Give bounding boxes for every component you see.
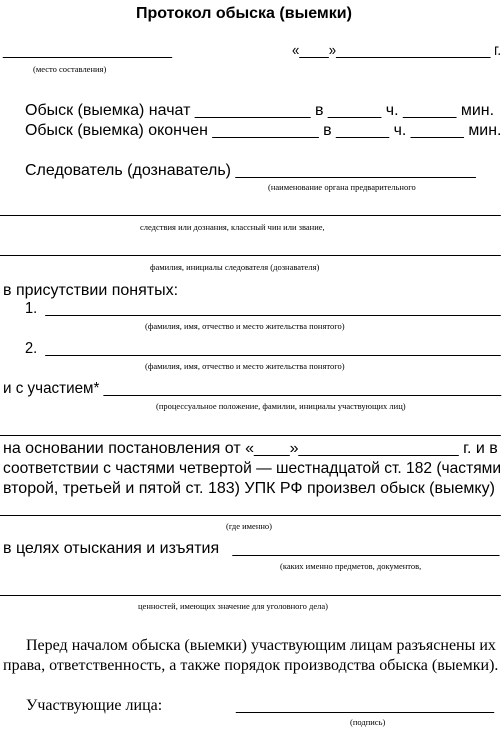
explanation-line-2: права, ответственность, а также порядок производства обыска (выемки).: [3, 657, 499, 674]
explanation-line-1: Перед началом обыска (выемки) участвующим лицам разъяснены их: [26, 637, 496, 654]
search-end-line: Обыск (выемка) окончен ____________ в ______ ч. ______ мин.: [25, 122, 502, 139]
basis-line-1: на основании постановления от «____»__________________ г. и в: [3, 440, 498, 457]
blank-line-b: ______________________________________________________________: [0, 240, 501, 257]
caption-rank: следствия или дознания, классный чин или звание,: [140, 222, 325, 232]
purpose-line: в целях отыскания и изъятия ______________________________: [3, 540, 500, 557]
caption-signature: (подпись): [350, 717, 386, 727]
caption-participants: (процессуальное положение, фамилии, инициалы участвующих лиц): [156, 401, 406, 411]
blank-line-d: ______________________________________________________________: [0, 500, 501, 517]
blank-line-e: ______________________________________________________________: [0, 580, 501, 597]
participants-label: Участвующие лица:: [26, 697, 163, 714]
basis-line-3: второй, третьей и пятой ст. 183) УПК РФ произвел обыск (выемку): [3, 480, 495, 497]
caption-organ: (наименование органа предварительного: [268, 182, 416, 192]
signature-line: _____________________________: [236, 697, 495, 714]
participation-line: и с участием* _______________________________________________: [3, 380, 502, 397]
witnesses-heading: в присутствии понятых:: [3, 282, 179, 299]
caption-name: фамилия, инициалы следователя (дознавателя): [150, 262, 320, 272]
basis-line-2: соответствии с частями четвертой — шестнадцатой ст. 182 (частями: [3, 460, 502, 477]
caption-items: (каких именно предметов, документов,: [280, 561, 422, 571]
place-caption: (место составления): [33, 64, 107, 74]
witness-1-line: 1. ________________________________________________________: [25, 300, 501, 317]
document-title: Протокол обыска (выемки): [136, 5, 352, 22]
caption-witness-2: (фамилия, имя, отчество и место жительства понятого): [145, 361, 345, 371]
blank-line-c: ______________________________________________________________: [0, 420, 501, 437]
investigator-line: Следователь (дознаватель) ___________________________: [25, 162, 476, 179]
place-line: ___________________: [3, 42, 173, 59]
date-line: «____»_____________________ г.: [292, 42, 502, 59]
caption-where: (где именно): [226, 521, 272, 531]
caption-values: ценностей, имеющих значение для уголовного дела): [138, 601, 329, 611]
witness-2-line: 2. ________________________________________________________: [25, 340, 501, 357]
caption-witness-1: (фамилия, имя, отчество и место жительства понятого): [145, 321, 345, 331]
search-start-line: Обыск (выемка) начат _____________ в ______ ч. ______ мин.: [25, 102, 495, 119]
blank-line-a: ______________________________________________________________: [0, 200, 501, 217]
